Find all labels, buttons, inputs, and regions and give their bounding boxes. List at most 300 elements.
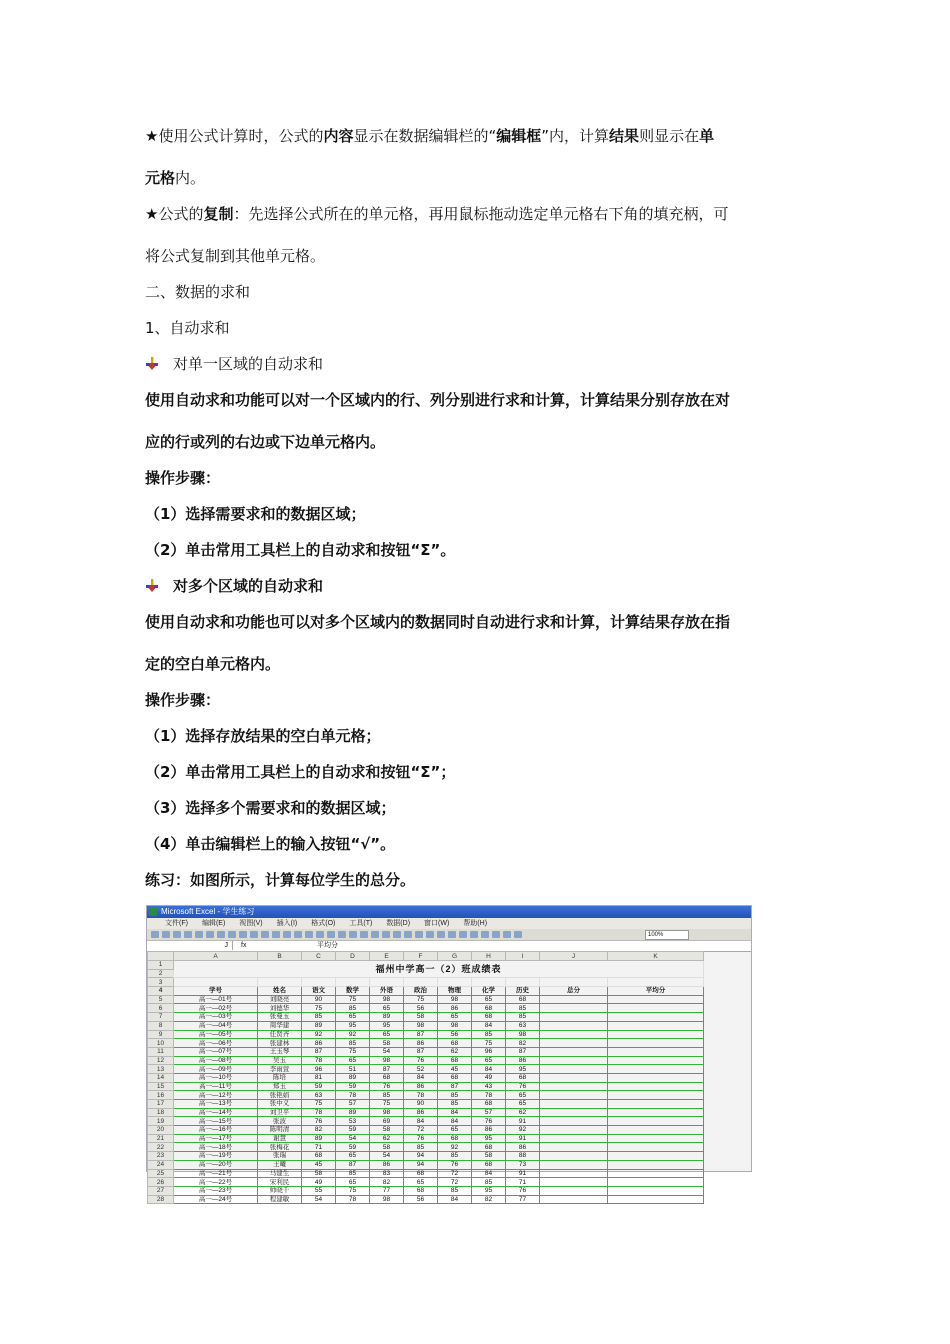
- table-cell[interactable]: 帅晓千: [258, 1186, 302, 1195]
- toolbar-button-icon[interactable]: [294, 931, 302, 938]
- table-cell[interactable]: 张梅花: [258, 1143, 302, 1152]
- table-cell[interactable]: 高一—20号: [174, 1160, 258, 1169]
- row-header[interactable]: 17: [148, 1100, 174, 1109]
- table-cell[interactable]: 吴玉: [258, 1056, 302, 1065]
- table-cell[interactable]: 高一—09号: [174, 1065, 258, 1074]
- table-cell[interactable]: 张艳娟: [258, 1091, 302, 1100]
- table-cell[interactable]: 85: [404, 1143, 438, 1152]
- header-cell[interactable]: 历史: [506, 987, 540, 996]
- table-cell[interactable]: 75: [370, 1100, 404, 1109]
- table-cell[interactable]: 王曦: [258, 1160, 302, 1169]
- table-cell[interactable]: [258, 978, 302, 987]
- row-header[interactable]: 22: [148, 1143, 174, 1152]
- row-header[interactable]: 24: [148, 1160, 174, 1169]
- average-cell[interactable]: [608, 1021, 704, 1030]
- table-cell[interactable]: 92: [438, 1143, 472, 1152]
- total-cell[interactable]: [540, 1021, 608, 1030]
- header-cell[interactable]: 语文: [302, 987, 336, 996]
- table-cell[interactable]: 张波: [258, 1117, 302, 1126]
- table-cell[interactable]: 65: [472, 1056, 506, 1065]
- table-cell[interactable]: 78: [472, 1091, 506, 1100]
- table-cell[interactable]: 85: [438, 1152, 472, 1161]
- toolbar-button-icon[interactable]: [415, 931, 423, 938]
- row-header[interactable]: 28: [148, 1195, 174, 1204]
- table-cell[interactable]: 陈明清: [258, 1126, 302, 1135]
- toolbar-button-icon[interactable]: [217, 931, 225, 938]
- table-cell[interactable]: 81: [302, 1073, 336, 1082]
- average-cell[interactable]: [608, 995, 704, 1004]
- table-cell[interactable]: [404, 978, 438, 987]
- toolbar-button-icon[interactable]: [250, 931, 258, 938]
- row-header[interactable]: 14: [148, 1073, 174, 1082]
- total-cell[interactable]: [540, 1117, 608, 1126]
- table-cell[interactable]: 84: [472, 1021, 506, 1030]
- table-cell[interactable]: 高一—07号: [174, 1047, 258, 1056]
- average-cell[interactable]: [608, 1082, 704, 1091]
- average-cell[interactable]: [608, 1117, 704, 1126]
- table-cell[interactable]: 89: [336, 1073, 370, 1082]
- table-cell[interactable]: 56: [404, 1195, 438, 1204]
- table-cell[interactable]: 75: [336, 995, 370, 1004]
- average-cell[interactable]: [608, 1134, 704, 1143]
- table-cell[interactable]: 82: [506, 1039, 540, 1048]
- table-cell[interactable]: 高一—12号: [174, 1091, 258, 1100]
- table-cell[interactable]: 82: [370, 1178, 404, 1187]
- toolbar-button-icon[interactable]: [404, 931, 412, 938]
- table-cell[interactable]: 85: [336, 1004, 370, 1013]
- table-cell[interactable]: 李雨萱: [258, 1065, 302, 1074]
- table-cell[interactable]: 59: [302, 1082, 336, 1091]
- table-cell[interactable]: 76: [302, 1117, 336, 1126]
- table-cell[interactable]: 55: [302, 1186, 336, 1195]
- average-cell[interactable]: [608, 1143, 704, 1152]
- table-cell[interactable]: [370, 978, 404, 987]
- table-cell[interactable]: 75: [404, 995, 438, 1004]
- column-header[interactable]: I: [506, 952, 540, 961]
- table-cell[interactable]: 54: [370, 1047, 404, 1056]
- table-cell[interactable]: 68: [438, 1073, 472, 1082]
- table-cell[interactable]: 76: [370, 1082, 404, 1091]
- table-cell[interactable]: 85: [370, 1091, 404, 1100]
- table-cell[interactable]: 62: [370, 1134, 404, 1143]
- total-cell[interactable]: [540, 1108, 608, 1117]
- column-header[interactable]: J: [540, 952, 608, 961]
- toolbar-button-icon[interactable]: [371, 931, 379, 938]
- column-header[interactable]: H: [472, 952, 506, 961]
- total-cell[interactable]: [540, 1030, 608, 1039]
- table-cell[interactable]: 85: [438, 1091, 472, 1100]
- row-header[interactable]: 21: [148, 1134, 174, 1143]
- table-cell[interactable]: 王玉琴: [258, 1047, 302, 1056]
- total-cell[interactable]: [540, 1134, 608, 1143]
- table-cell[interactable]: 65: [336, 1152, 370, 1161]
- total-cell[interactable]: [540, 1143, 608, 1152]
- average-cell[interactable]: [608, 1073, 704, 1082]
- table-cell[interactable]: 54: [370, 1152, 404, 1161]
- table-cell[interactable]: 84: [472, 1065, 506, 1074]
- average-cell[interactable]: [608, 1178, 704, 1187]
- table-cell[interactable]: 87: [302, 1047, 336, 1056]
- table-cell[interactable]: 周华建: [258, 1021, 302, 1030]
- table-cell[interactable]: 59: [336, 1082, 370, 1091]
- toolbar-button-icon[interactable]: [470, 931, 478, 938]
- table-cell[interactable]: 91: [506, 1117, 540, 1126]
- total-cell[interactable]: [540, 1152, 608, 1161]
- row-header[interactable]: 6: [148, 1004, 174, 1013]
- table-cell[interactable]: 68: [472, 1143, 506, 1152]
- table-cell[interactable]: [438, 978, 472, 987]
- table-cell[interactable]: 刘德华: [258, 1004, 302, 1013]
- table-cell[interactable]: 87: [370, 1065, 404, 1074]
- table-cell[interactable]: 85: [472, 1178, 506, 1187]
- table-cell[interactable]: 86: [404, 1039, 438, 1048]
- table-cell[interactable]: 89: [370, 1013, 404, 1022]
- average-cell[interactable]: [608, 1160, 704, 1169]
- column-header[interactable]: B: [258, 952, 302, 961]
- table-cell[interactable]: 高一—23号: [174, 1186, 258, 1195]
- table-cell[interactable]: 高一—21号: [174, 1169, 258, 1178]
- toolbar-button-icon[interactable]: [228, 931, 236, 938]
- average-cell[interactable]: [608, 1186, 704, 1195]
- table-cell[interactable]: 郑玉: [258, 1082, 302, 1091]
- row-header[interactable]: 7: [148, 1013, 174, 1022]
- zoom-box[interactable]: 100%: [645, 930, 689, 940]
- menu-item[interactable]: 格式(O): [311, 920, 336, 927]
- table-cell[interactable]: 86: [438, 1004, 472, 1013]
- row-header[interactable]: 8: [148, 1021, 174, 1030]
- average-cell[interactable]: [608, 1091, 704, 1100]
- column-header[interactable]: G: [438, 952, 472, 961]
- table-cell[interactable]: 45: [438, 1065, 472, 1074]
- table-cell[interactable]: 65: [404, 1178, 438, 1187]
- table-cell[interactable]: 58: [370, 1126, 404, 1135]
- toolbar-button-icon[interactable]: [360, 931, 368, 938]
- toolbar-button-icon[interactable]: [206, 931, 214, 938]
- table-cell[interactable]: 54: [302, 1195, 336, 1204]
- table-cell[interactable]: 56: [404, 1004, 438, 1013]
- table-cell[interactable]: 57: [336, 1100, 370, 1109]
- table-cell[interactable]: 91: [506, 1134, 540, 1143]
- table-cell[interactable]: 高一—17号: [174, 1134, 258, 1143]
- table-cell[interactable]: 87: [404, 1030, 438, 1039]
- total-cell[interactable]: [540, 1013, 608, 1022]
- table-cell[interactable]: 52: [404, 1065, 438, 1074]
- table-cell[interactable]: 98: [370, 1056, 404, 1065]
- table-cell[interactable]: 65: [472, 995, 506, 1004]
- table-cell[interactable]: 75: [302, 1100, 336, 1109]
- total-cell[interactable]: [540, 1126, 608, 1135]
- table-cell[interactable]: 59: [336, 1126, 370, 1135]
- toolbar-button-icon[interactable]: [239, 931, 247, 938]
- total-cell[interactable]: [540, 1160, 608, 1169]
- table-cell[interactable]: 65: [336, 1013, 370, 1022]
- table-cell[interactable]: 59: [336, 1143, 370, 1152]
- toolbar-button-icon[interactable]: [151, 931, 159, 938]
- table-cell[interactable]: 68: [472, 1013, 506, 1022]
- table-cell[interactable]: 高一—10号: [174, 1073, 258, 1082]
- table-cell[interactable]: 68: [472, 1160, 506, 1169]
- total-cell[interactable]: [540, 1065, 608, 1074]
- total-cell[interactable]: [540, 1178, 608, 1187]
- table-cell[interactable]: 张中义: [258, 1100, 302, 1109]
- table-cell[interactable]: 92: [336, 1030, 370, 1039]
- table-cell[interactable]: 高一—15号: [174, 1117, 258, 1126]
- table-cell[interactable]: 高一—01号: [174, 995, 258, 1004]
- table-cell[interactable]: 85: [438, 1186, 472, 1195]
- table-cell[interactable]: 85: [506, 1004, 540, 1013]
- table-cell[interactable]: 84: [404, 1117, 438, 1126]
- table-cell[interactable]: 77: [370, 1186, 404, 1195]
- average-cell[interactable]: [608, 1030, 704, 1039]
- average-cell[interactable]: [608, 1152, 704, 1161]
- table-cell[interactable]: 54: [336, 1134, 370, 1143]
- row-header[interactable]: 11: [148, 1047, 174, 1056]
- toolbar-button-icon[interactable]: [393, 931, 401, 938]
- menu-item[interactable]: 插入(I): [276, 920, 298, 927]
- table-cell[interactable]: 85: [336, 1039, 370, 1048]
- table-cell[interactable]: 86: [370, 1160, 404, 1169]
- table-cell[interactable]: 94: [404, 1152, 438, 1161]
- header-cell[interactable]: 数学: [336, 987, 370, 996]
- select-all-corner[interactable]: [148, 952, 174, 961]
- table-cell[interactable]: 68: [438, 1039, 472, 1048]
- header-cell[interactable]: 平均分: [608, 987, 704, 996]
- table-cell[interactable]: 85: [336, 1169, 370, 1178]
- column-header[interactable]: A: [174, 952, 258, 961]
- row-header[interactable]: 9: [148, 1030, 174, 1039]
- table-cell[interactable]: 任贤齐: [258, 1030, 302, 1039]
- table-cell[interactable]: 95: [472, 1186, 506, 1195]
- table-cell[interactable]: 95: [472, 1134, 506, 1143]
- table-cell[interactable]: 76: [472, 1117, 506, 1126]
- table-cell[interactable]: 65: [336, 1056, 370, 1065]
- total-cell[interactable]: [540, 1169, 608, 1178]
- header-cell[interactable]: 化学: [472, 987, 506, 996]
- toolbar-button-icon[interactable]: [261, 931, 269, 938]
- table-cell[interactable]: 58: [472, 1152, 506, 1161]
- table-cell[interactable]: 谢慧: [258, 1134, 302, 1143]
- name-box[interactable]: J: [147, 941, 233, 950]
- table-cell[interactable]: 92: [302, 1030, 336, 1039]
- table-cell[interactable]: 76: [506, 1186, 540, 1195]
- table-cell[interactable]: 68: [302, 1152, 336, 1161]
- table-cell[interactable]: 高一—24号: [174, 1195, 258, 1204]
- column-header[interactable]: K: [608, 952, 704, 961]
- table-cell[interactable]: 78: [302, 1108, 336, 1117]
- average-cell[interactable]: [608, 1056, 704, 1065]
- table-cell[interactable]: 高一—02号: [174, 1004, 258, 1013]
- table-cell[interactable]: 68: [506, 995, 540, 1004]
- table-cell[interactable]: 68: [506, 1073, 540, 1082]
- column-header[interactable]: C: [302, 952, 336, 961]
- table-cell[interactable]: 高一—18号: [174, 1143, 258, 1152]
- table-cell[interactable]: 94: [404, 1160, 438, 1169]
- table-cell[interactable]: 86: [506, 1143, 540, 1152]
- toolbar-button-icon[interactable]: [305, 931, 313, 938]
- row-header[interactable]: 16: [148, 1091, 174, 1100]
- table-cell[interactable]: 84: [404, 1073, 438, 1082]
- header-cell[interactable]: 姓名: [258, 987, 302, 996]
- table-cell[interactable]: 75: [302, 1004, 336, 1013]
- table-cell[interactable]: 68: [438, 1056, 472, 1065]
- average-cell[interactable]: [608, 1004, 704, 1013]
- toolbar-button-icon[interactable]: [448, 931, 456, 938]
- table-cell[interactable]: 84: [438, 1108, 472, 1117]
- table-cell[interactable]: [174, 978, 258, 987]
- table-cell[interactable]: 86: [472, 1126, 506, 1135]
- table-cell[interactable]: 68: [404, 1186, 438, 1195]
- table-cell[interactable]: 马建生: [258, 1169, 302, 1178]
- row-header[interactable]: 15: [148, 1082, 174, 1091]
- table-cell[interactable]: 84: [438, 1117, 472, 1126]
- column-header[interactable]: E: [370, 952, 404, 961]
- average-cell[interactable]: [608, 1195, 704, 1204]
- total-cell[interactable]: [540, 1082, 608, 1091]
- table-cell[interactable]: 56: [438, 1030, 472, 1039]
- table-cell[interactable]: 89: [302, 1134, 336, 1143]
- table-cell[interactable]: 68: [370, 1073, 404, 1082]
- table-cell[interactable]: 72: [438, 1178, 472, 1187]
- row-header[interactable]: 4: [148, 987, 174, 996]
- table-cell[interactable]: 71: [302, 1143, 336, 1152]
- table-cell[interactable]: 53: [336, 1117, 370, 1126]
- row-header[interactable]: 18: [148, 1108, 174, 1117]
- row-header[interactable]: 12: [148, 1056, 174, 1065]
- table-cell[interactable]: [540, 978, 608, 987]
- table-cell[interactable]: 高一—13号: [174, 1100, 258, 1109]
- average-cell[interactable]: [608, 1126, 704, 1135]
- table-cell[interactable]: 95: [336, 1021, 370, 1030]
- table-cell[interactable]: 72: [404, 1126, 438, 1135]
- table-cell[interactable]: 高一—14号: [174, 1108, 258, 1117]
- table-cell[interactable]: 89: [336, 1108, 370, 1117]
- table-cell[interactable]: 73: [506, 1160, 540, 1169]
- table-cell[interactable]: 83: [370, 1169, 404, 1178]
- table-cell[interactable]: 86: [404, 1082, 438, 1091]
- table-cell[interactable]: 高一—16号: [174, 1126, 258, 1135]
- table-cell[interactable]: 76: [438, 1160, 472, 1169]
- average-cell[interactable]: [608, 1169, 704, 1178]
- toolbar-button-icon[interactable]: [338, 931, 346, 938]
- total-cell[interactable]: [540, 1056, 608, 1065]
- table-cell[interactable]: 78: [336, 1195, 370, 1204]
- toolbar-button-icon[interactable]: [195, 931, 203, 938]
- table-cell[interactable]: 65: [438, 1013, 472, 1022]
- table-cell[interactable]: 98: [370, 1195, 404, 1204]
- table-cell[interactable]: [506, 978, 540, 987]
- table-cell[interactable]: 刘卫平: [258, 1108, 302, 1117]
- table-cell[interactable]: 张曼玉: [258, 1013, 302, 1022]
- table-cell[interactable]: 张建林: [258, 1039, 302, 1048]
- table-cell[interactable]: 85: [472, 1030, 506, 1039]
- table-cell[interactable]: 58: [302, 1169, 336, 1178]
- total-cell[interactable]: [540, 1004, 608, 1013]
- table-cell[interactable]: 72: [438, 1169, 472, 1178]
- table-cell[interactable]: 高一—03号: [174, 1013, 258, 1022]
- header-cell[interactable]: 物理: [438, 987, 472, 996]
- toolbar-button-icon[interactable]: [514, 931, 522, 938]
- table-cell[interactable]: [472, 978, 506, 987]
- table-cell[interactable]: 58: [404, 1013, 438, 1022]
- table-cell[interactable]: 87: [438, 1082, 472, 1091]
- table-cell[interactable]: 程建敏: [258, 1195, 302, 1204]
- average-cell[interactable]: [608, 1013, 704, 1022]
- table-cell[interactable]: 77: [506, 1195, 540, 1204]
- column-header[interactable]: D: [336, 952, 370, 961]
- table-cell[interactable]: 49: [472, 1073, 506, 1082]
- table-cell[interactable]: 65: [370, 1004, 404, 1013]
- table-cell[interactable]: 65: [336, 1178, 370, 1187]
- total-cell[interactable]: [540, 1039, 608, 1048]
- row-header[interactable]: 25: [148, 1169, 174, 1178]
- table-cell[interactable]: 98: [506, 1030, 540, 1039]
- table-cell[interactable]: 76: [404, 1056, 438, 1065]
- table-cell[interactable]: 69: [370, 1117, 404, 1126]
- table-cell[interactable]: 76: [506, 1082, 540, 1091]
- table-cell[interactable]: 65: [370, 1030, 404, 1039]
- table-cell[interactable]: 51: [336, 1065, 370, 1074]
- table-cell[interactable]: 96: [472, 1047, 506, 1056]
- row-header[interactable]: 13: [148, 1065, 174, 1074]
- table-cell[interactable]: 95: [506, 1065, 540, 1074]
- header-cell[interactable]: 总分: [540, 987, 608, 996]
- toolbar-button-icon[interactable]: [283, 931, 291, 938]
- table-cell[interactable]: 98: [370, 1108, 404, 1117]
- table-cell[interactable]: 75: [336, 1186, 370, 1195]
- table-cell[interactable]: 76: [404, 1134, 438, 1143]
- header-cell[interactable]: 学号: [174, 987, 258, 996]
- table-cell[interactable]: 90: [404, 1100, 438, 1109]
- menu-item[interactable]: 视图(V): [239, 920, 263, 927]
- column-header[interactable]: F: [404, 952, 438, 961]
- table-cell[interactable]: 45: [302, 1160, 336, 1169]
- table-cell[interactable]: 65: [506, 1091, 540, 1100]
- menu-item[interactable]: 窗口(W): [424, 920, 450, 927]
- table-cell[interactable]: 85: [302, 1013, 336, 1022]
- table-cell[interactable]: 58: [370, 1143, 404, 1152]
- table-cell[interactable]: 88: [506, 1152, 540, 1161]
- toolbar-button-icon[interactable]: [503, 931, 511, 938]
- table-cell[interactable]: 63: [506, 1021, 540, 1030]
- table-cell[interactable]: [302, 978, 336, 987]
- table-cell[interactable]: 57: [472, 1108, 506, 1117]
- table-cell[interactable]: 63: [302, 1091, 336, 1100]
- table-cell[interactable]: 宋利民: [258, 1178, 302, 1187]
- table-cell[interactable]: 71: [506, 1178, 540, 1187]
- toolbar-button-icon[interactable]: [184, 931, 192, 938]
- table-cell[interactable]: 张瑞: [258, 1152, 302, 1161]
- table-cell[interactable]: 96: [302, 1065, 336, 1074]
- total-cell[interactable]: [540, 1091, 608, 1100]
- toolbar-button-icon[interactable]: [492, 931, 500, 938]
- table-cell[interactable]: 98: [370, 995, 404, 1004]
- toolbar-button-icon[interactable]: [426, 931, 434, 938]
- table-cell[interactable]: 84: [438, 1195, 472, 1204]
- table-cell[interactable]: 75: [336, 1047, 370, 1056]
- header-cell[interactable]: 外语: [370, 987, 404, 996]
- sheet-title[interactable]: 福州中学高一（2）班成绩表: [174, 961, 704, 978]
- table-cell[interactable]: 82: [472, 1195, 506, 1204]
- row-header[interactable]: 1: [148, 961, 174, 970]
- row-header[interactable]: 19: [148, 1117, 174, 1126]
- menu-item[interactable]: 文件(F): [165, 920, 188, 927]
- table-cell[interactable]: 65: [438, 1126, 472, 1135]
- row-header[interactable]: 2: [148, 969, 174, 978]
- average-cell[interactable]: [608, 1047, 704, 1056]
- table-cell[interactable]: 98: [438, 995, 472, 1004]
- table-cell[interactable]: 87: [404, 1047, 438, 1056]
- table-cell[interactable]: 陈培: [258, 1073, 302, 1082]
